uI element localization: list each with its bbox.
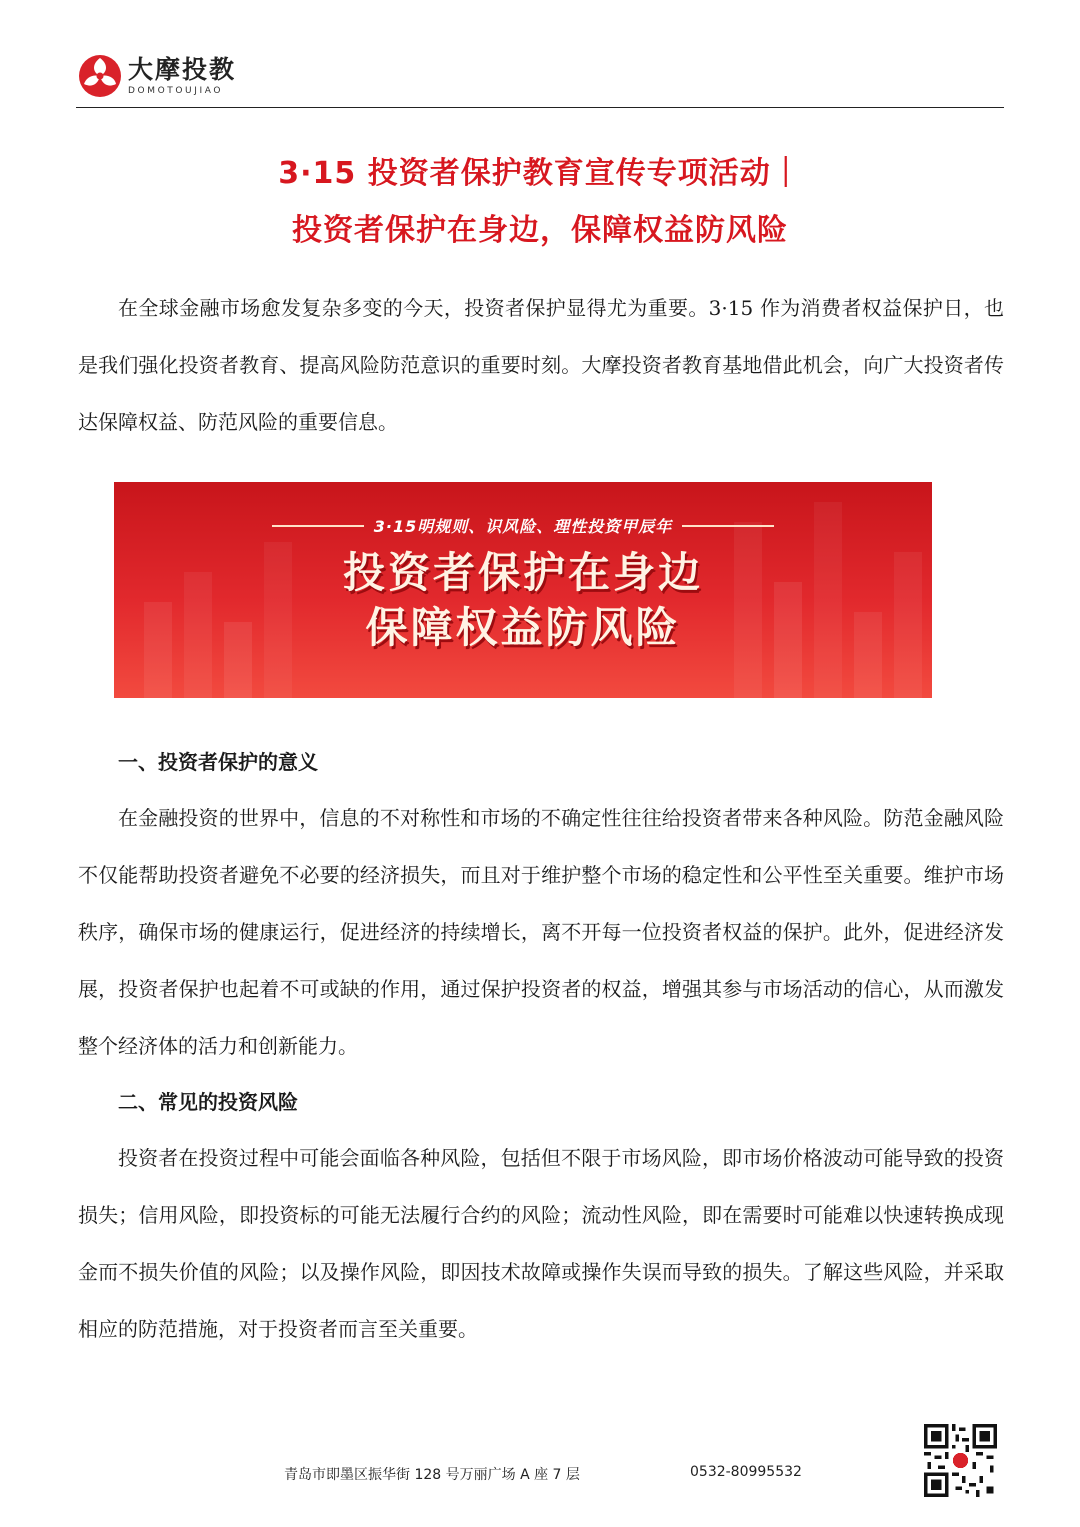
brand (128, 56, 236, 96)
header-divider (76, 107, 1004, 108)
brand-romanized: DOMOTOUJIAO (128, 86, 224, 96)
footer-address: 青岛市即墨区振华街 128 号万丽广场 A 座 7 层 (284, 1467, 580, 1483)
section-body-risks: 投资者在投资过程中可能会面临各种风险，包括但不限于市场风险，即市场价格波动可能导致的投资损失；信用风险，即投资标的可能无法履行合约的风险；流动性风险，即在需要时可能难以快速转换成现金而不损失价值的风险；以及操作风险，即因技术故障或操作失误而导致的损失。了解这些风险，并采取相应的防范措施，对于投资者而言至关重要。 (78, 1146, 1004, 1341)
page-title-line-1: 3·15 投资者保护教育宣传专项活动｜ (278, 156, 802, 191)
header (78, 48, 236, 104)
section-heading-significance: 一、投资者保护的意义 (118, 750, 318, 774)
logo-icon (78, 54, 122, 98)
campaign-banner (114, 482, 932, 698)
footer-phone: 0532-80995532 (690, 1464, 802, 1480)
brand-name: 大摩投教 (128, 55, 237, 84)
intro-paragraph: 在全球金融市场愈发复杂多变的今天，投资者保护显得尤为重要。3·15 作为消费者权益保护日，也是我们强化投资者教育、提高风险防范意识的重要时刻。大摩投资者教育基地借此机会，向广大投资者传达保障权益、防范风险的重要信息。 (78, 296, 1004, 434)
banner-rule-left (272, 525, 364, 527)
banner-rule-right (682, 525, 774, 527)
banner-headline-1: 投资者保护在身边 (342, 548, 703, 597)
banner-headline-2: 保障权益防风险 (365, 603, 681, 652)
banner-subtitle-row (114, 514, 932, 537)
qr-code (924, 1424, 997, 1497)
section-body-significance: 在金融投资的世界中，信息的不对称性和市场的不确定性往往给投资者带来各种风险。防范金融风险不仅能帮助投资者避免不必要的经济损失，而且对于维护整个市场的稳定性和公平性至关重要。维护市场秩序，确保市场的健康运行，促进经济的持续增长，离不开每一位投资者权益的保护。此外，促进经济发展，投资者保护也起着不可或缺的作用，通过保护投资者的权益，增强其参与市场活动的信心，从而激发整个经济体的活力和创新能力。 (78, 806, 1004, 1058)
banner-subtitle: 3·15明规则、识风险、理性投资甲辰年 (373, 517, 673, 536)
page-title-line-2: 投资者保护在身边，保障权益防风险 (292, 213, 788, 248)
section-heading-risks: 二、常见的投资风险 (118, 1090, 298, 1114)
